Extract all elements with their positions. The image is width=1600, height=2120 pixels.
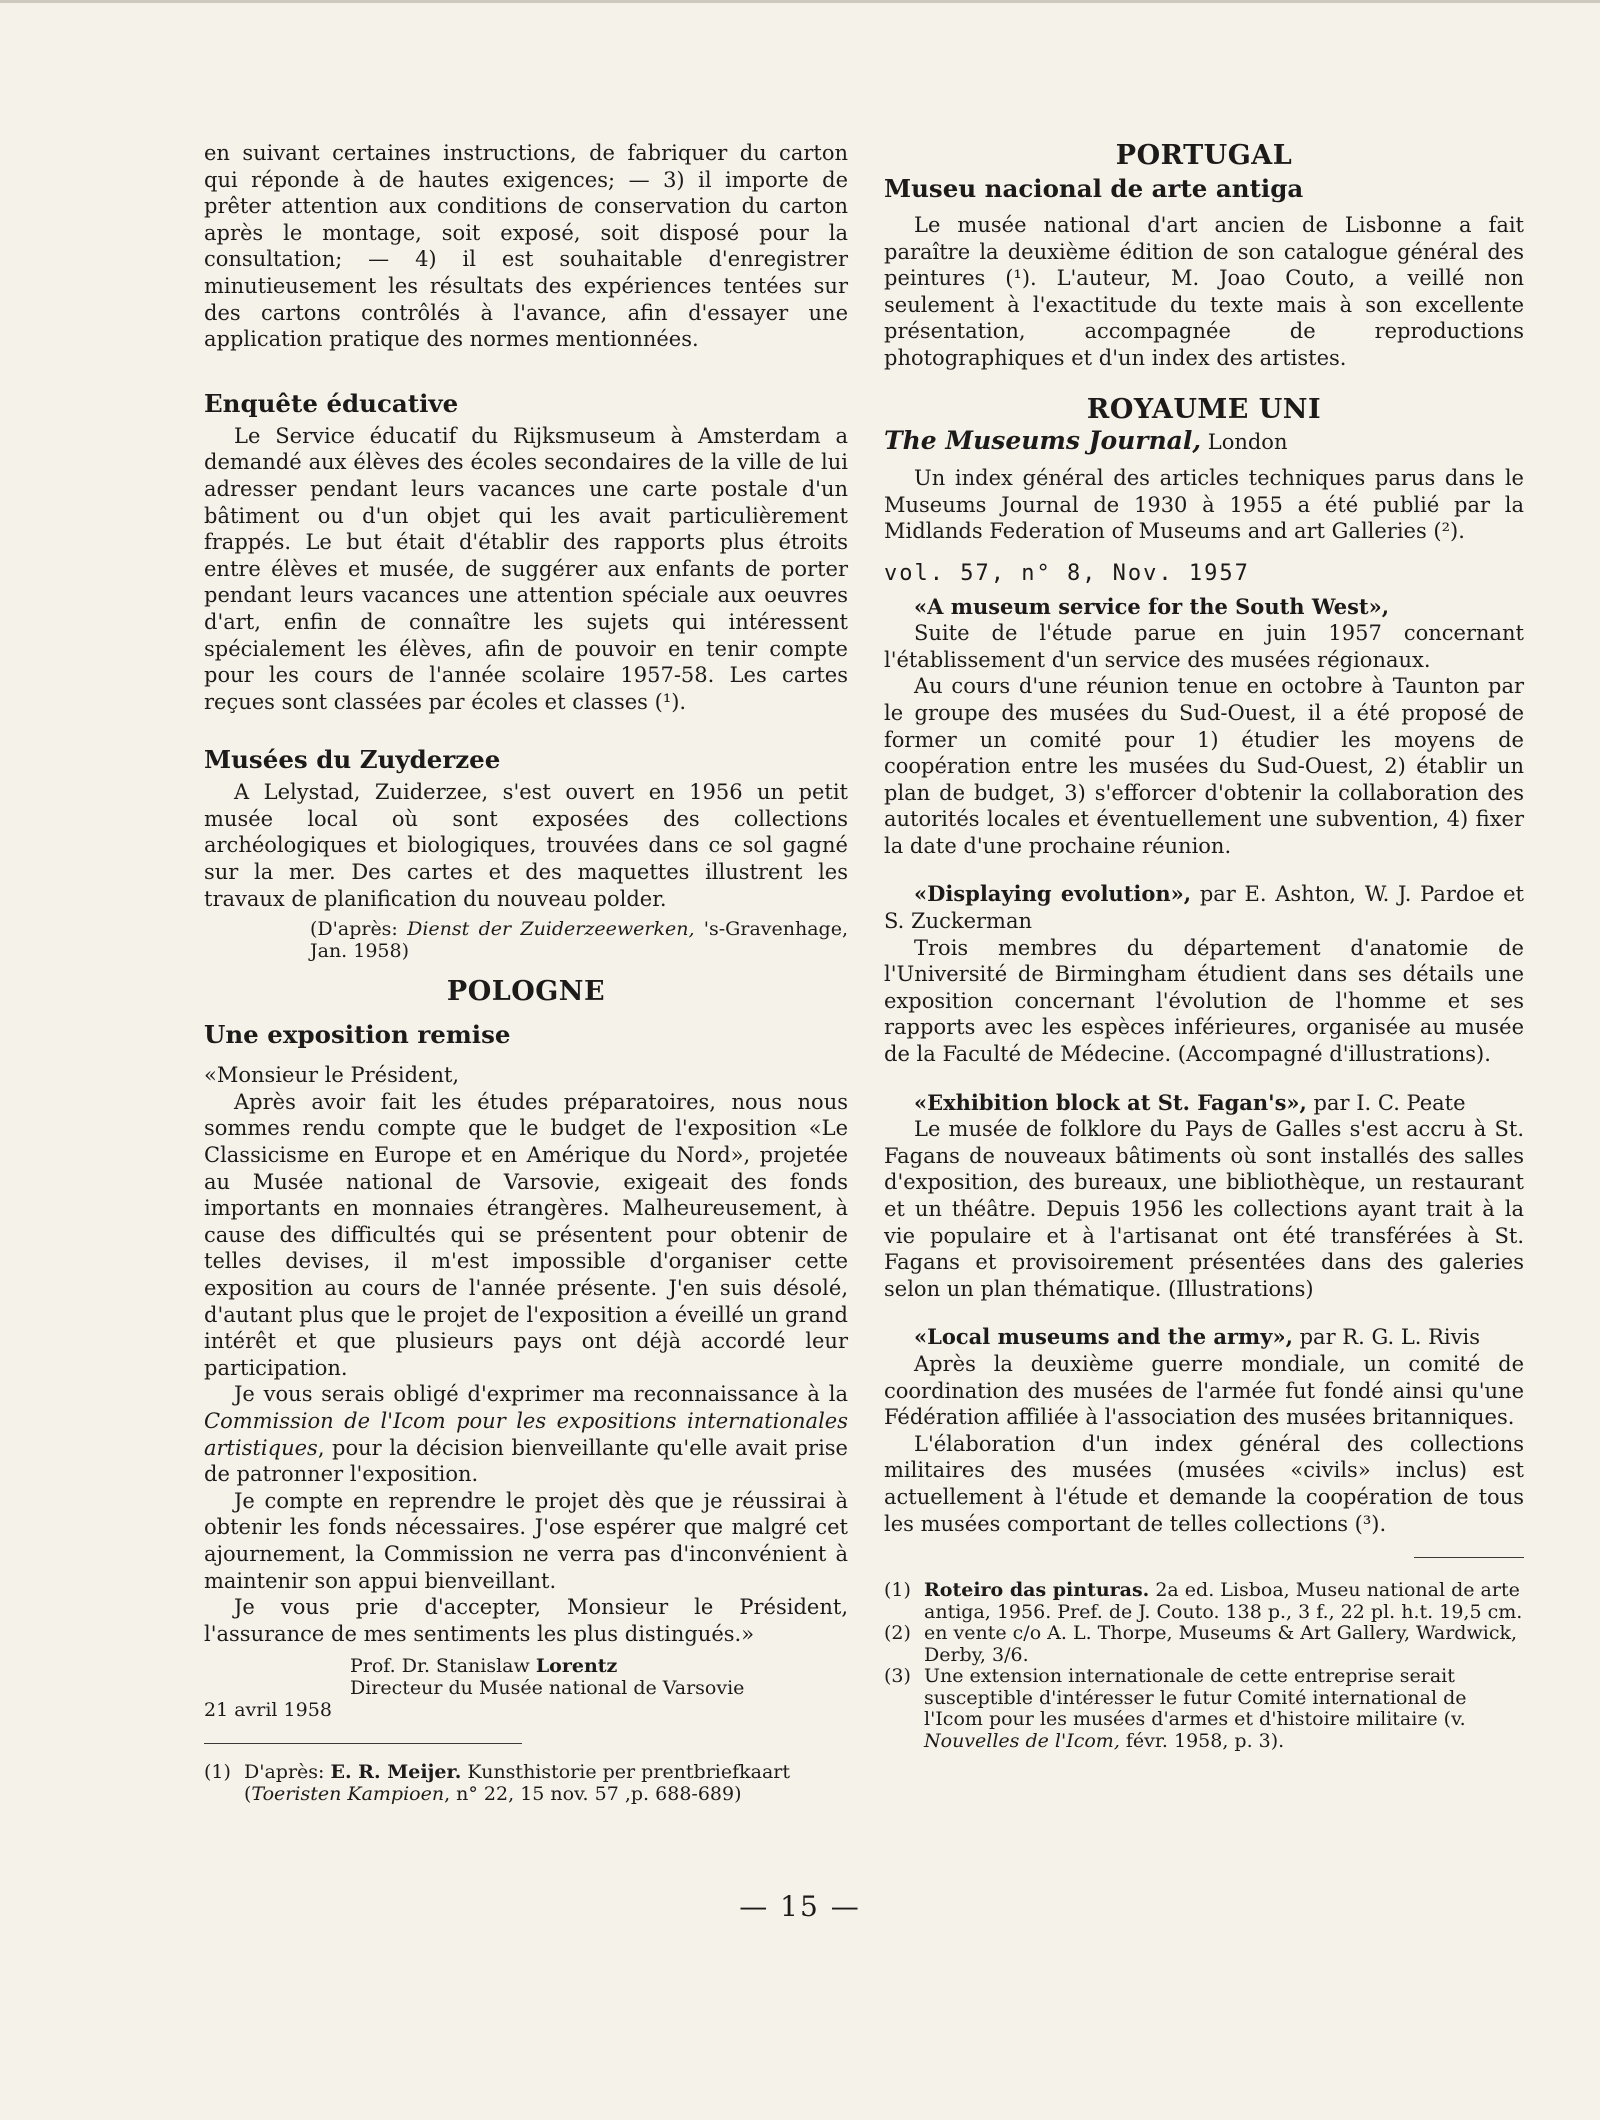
right-footnote-3: (3) Une extension internationale de cette entreprise serait susceptible d'intéresser le futur Comité international de l'Icom pour les musées d'armes et d'histoire militaire (v. Nouvelles de l'Icom, févr. 1958, p. 3). (884, 1665, 1467, 1752)
article-1-title: «A museum service for the South West», (914, 593, 1390, 619)
article-4-paragraph-1: Après la deuxième guerre mondiale, un comité de coordination des musées de l'armée fut fondé ainsi qu'une Fédération affiliée à l'association des musées britanniques. (884, 1351, 1524, 1430)
volume-line: vol. 57, n° 8, Nov. 1957 (884, 560, 1250, 586)
enquete-heading: Enquête éducative (204, 388, 459, 418)
letter-paragraph-4: Je vous prie d'accepter, Monsieur le Président, l'assurance de mes sentiments les plus distingués.» (204, 1595, 848, 1646)
letter-paragraph-1: Après avoir fait les études préparatoires, nous nous sommes rendu compte que le budget de l'exposition «Le Classicisme en Europe et en Amérique du Nord», projetée au Musée national de Varsovie, exigeait des fonds importants en monnaies étrangères. Malheureusement, à cause des difficultés qui se présentent pour obtenir de telles devises, il m'est impossible d'organiser cette exposition au cours de l'année présente. J'en suis désolé, d'autant plus que le projet de l'exposition a éveillé un grand intérêt et que plusieurs pays ont déjà accordé leur participation. (204, 1089, 848, 1380)
zuyderzee-source: (D'après: Dienst der Zuiderzeewerken, 's-Gravenhage, Jan. 1958) (310, 918, 848, 963)
footnote-rule (204, 1743, 522, 1744)
zuyderzee-heading: Musées du Zuyderzee (204, 745, 501, 775)
article-4-paragraph-2: L'élaboration d'un index général des collections militaires des musées (musées «civils» inclus) est actuellement à l'étude et demande la coopération de tous les musées comportant de telles collections (³). (884, 1431, 1524, 1536)
article-2-header: «Displaying evolution», par E. Ashton, W. J. Pardoe et S. Zuckerman (884, 881, 1524, 934)
signature-role: Directeur du Musée national de Varsovie (350, 1677, 745, 1700)
pologne-title: POLOGNE (446, 976, 606, 1008)
letter-date: 21 avril 1958 (204, 1699, 332, 1722)
journal-heading: The Museums Journal, London (884, 425, 1288, 455)
signature-name: Prof. Dr. Stanislaw Lorentz (350, 1655, 618, 1678)
portugal-title: PORTUGAL (1115, 140, 1293, 171)
exposition-heading: Une exposition remise (204, 1020, 511, 1050)
journal-index-body: Un index général des articles techniques parus dans le Museums Journal de 1930 à 1955 a été publié par la Midlands Federation of Museums and art Galleries (²). (884, 466, 1524, 544)
left-footnote: (1) D'après: E. R. Meijer. Kunsthistorie per prentbriefkaart (Toeristen Kampioen, n° 22, 15 nov. 57 ,p. 688-689) (204, 1761, 791, 1805)
article-3-header: «Exhibition block at St. Fagan's», par I. C. Peate (914, 1089, 1466, 1115)
museu-body: Le musée national d'art ancien de Lisbonne a fait paraître la deuxième édition de son catalogue général des peintures (¹). L'auteur, M. Joao Couto, a veillé non seulement à l'exactitude du texte mais à son excellente présentation, accompagnée de reproductions photographiques et d'un index des artistes. (884, 213, 1524, 370)
intro-paragraph: en suivant certaines instructions, de fabriquer du carton qui réponde à de hautes exigences; — 3) il importe de prêter attention aux conditions de conservation du carton après le montage, soit exposé, soit disposé pour la consultation; — 4) il est souhaitable d'enregistrer minutieusement les résultats des expériences tentées sur des cartons contrôlés à l'avance, afin d'essayer une application pratique des normes mentionnées. (204, 141, 848, 352)
zuyderzee-body: A Lelystad, Zuiderzee, s'est ouvert en 1956 un petit musée local où sont exposées des collections archéologiques et biologiques, trouvées dans ce sol gagné sur la mer. Des cartes et des maquettes illustrent les travaux de planification du nouveau polder. (204, 780, 848, 911)
article-1-paragraph-1: Suite de l'étude parue en juin 1957 concernant l'établissement d'un service des musées régionaux. (884, 621, 1524, 672)
article-4-header: «Local museums and the army», par R. G. L. Rivis (914, 1324, 1481, 1350)
letter-salutation: «Monsieur le Président, (204, 1063, 460, 1088)
article-1-paragraph-2: Au cours d'une réunion tenue en octobre à Taunton par le groupe des musées du Sud-Ouest, il a été proposé de former un comité pour 1) étudier les moyens de coopération entre les musées du Sud-Ouest, 2) établir un plan de budget, 3) s'efforcer d'obtenir la collaboration des autorités locales et éventuellement une subvention, 4) fixer la date d'une prochaine réunion. (884, 674, 1524, 858)
footnote-rule-right (1414, 1557, 1524, 1558)
left-column (204, 140, 848, 1805)
page-top-edge (0, 0, 1600, 3)
enquete-body: Le Service éducatif du Rijksmuseum à Amsterdam a demandé aux élèves des écoles secondaires de la ville de lui adresser pendant leurs vacances une carte postale d'un bâtiment ou d'un objet qui les avait particulièrement frappés. Le but était d'établir des rapports plus étroits entre élèves et musée, de suggérer aux enfants de porter pendant leurs vacances une attention spéciale aux oeuvres d'art, enfin de connaître les sujets qui intéressent spécialement les élèves, afin de pouvoir en tenir compte pour les cours de l'année scolaire 1957-58. Les cartes reçues sont classées par écoles et classes (¹). (204, 423, 848, 714)
letter-paragraph-3: Je compte en reprendre le projet dès que je réussirai à obtenir les fonds nécessaires. J'ose espérer que malgré cet ajournement, la Commission ne verra pas d'inconvénient à maintenir son appui bienveillant. (204, 1488, 848, 1593)
article-3-body: Le musée de folklore du Pays de Galles s'est accru à St. Fagans de nouveaux bâtiments où sont installés des salles d'exposition, des bureaux, une bibliothèque, un restaurant et un théâtre. Depuis 1956 les collections ayant trait à la vie populaire et à l'artisanat ont été transférées à St. Fagans et provisoirement présentées dans des galeries selon un plan thématique. (Illustrations) (884, 1117, 1524, 1301)
museu-heading: Museu nacional de arte antiga (884, 174, 1304, 203)
right-column (884, 140, 1524, 1752)
letter-paragraph-2: Je vous serais obligé d'exprimer ma reconnaissance à la Commission de l'Icom pour les expositions internationales artistiques, pour la décision bienveillante qu'elle avait prise de patronner l'exposition. (204, 1382, 848, 1487)
page-number: — 15 — (739, 1890, 861, 1923)
right-footnote-2: (2) en vente c/o A. L. Thorpe, Museums & Art Gallery, Wardwick, Derby, 3/6. (884, 1622, 1518, 1666)
royaume-uni-title: ROYAUME UNI (1086, 393, 1322, 425)
article-2-body: Trois membres du département d'anatomie de l'Université de Birmingham étudient dans ses détails une exposition concernant l'évolution de l'homme et ses rapports avec les espèces inférieures, organisée au musée de la Faculté de Médecine. (Accompagné d'illustrations). (884, 935, 1524, 1067)
right-footnote-1: (1) Roteiro das pinturas. 2a ed. Lisboa, Museu national de arte antiga, 1956. Pref. de J. Couto. 138 p., 3 f., 22 pl. h.t. 19,5 cm. (884, 1579, 1523, 1623)
